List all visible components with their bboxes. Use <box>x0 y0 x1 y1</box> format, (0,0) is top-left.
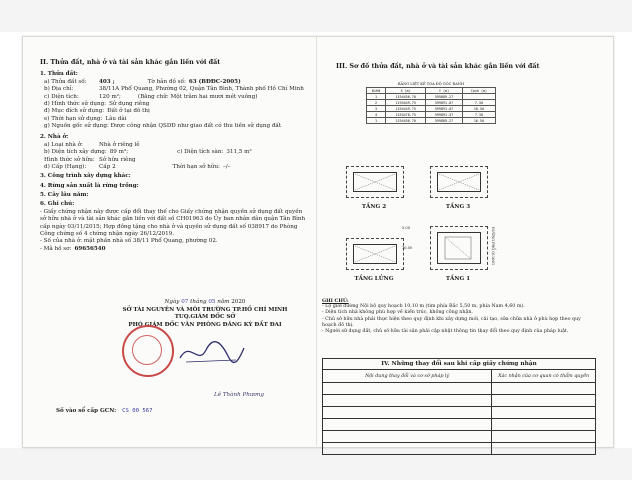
coordinate-header-cell: Cạnh (m) <box>462 88 495 94</box>
parcel-no-label: a) Thửa đất số: <box>44 78 87 85</box>
serial-number: Số vào sổ cấp GCN: CS 00 567 <box>56 408 153 414</box>
changes-col-2: Xác nhận của cơ quan có thẩm quyền <box>492 370 596 383</box>
note-line-4: - Người sử dụng đất, chủ sở hữu tài sản phải cập nhật thông tin thay đổi theo quy định của pháp luật. <box>322 329 569 335</box>
changes-section <box>322 358 596 455</box>
signer-name: Lê Thành Phương <box>214 392 264 398</box>
purpose: Đất ở tại đô thị <box>107 108 150 115</box>
own-term: –/– <box>222 163 231 170</box>
map-sheet: 63 (BĐĐC-2005) <box>188 78 241 85</box>
address: 38/11A Phổ Quang, Phường 02, Quận Tân Bình, Thành phố Hồ Chí Minh <box>99 86 304 93</box>
grade: Cấp 2 <box>99 163 116 170</box>
house-heading: 2. Nhà ở: <box>40 134 69 141</box>
changes-row <box>323 431 596 443</box>
notes-heading: GHI CHÚ: <box>322 298 349 304</box>
coordinate-header-cell: Y (m) <box>426 88 463 94</box>
authority-line-3: PHÓ GIÁM ĐỐC VĂN PHÒNG ĐĂNG KÝ ĐẤT ĐAI <box>128 321 282 328</box>
authority-line-1: SỞ TÀI NGUYÊN VÀ MÔI TRƯỜNG TP.HỒ CHÍ MINH <box>122 306 288 313</box>
coordinate-cell: 1194449.75 <box>386 106 426 112</box>
coordinate-cell: 3 <box>367 106 386 112</box>
section-iii-title: III. Sơ đồ thửa đất, nhà ở và tài sản khác gắn liền với đất <box>336 62 540 70</box>
floor-2-plan <box>346 166 404 198</box>
area-words: (Bằng chữ: Một trăm hai mươi mét vuông) <box>137 93 258 100</box>
coordinate-cell: 4 <box>367 112 386 118</box>
build-area: 89 m²; <box>109 149 129 156</box>
changes-title: IV. Những thay đổi sau khi cấp giấy chứng nhận <box>322 358 596 369</box>
note-text-2: - Số của nhà ở: mặt phần nhà số 38/11 Phổ Quang, phường 02. <box>40 238 218 245</box>
address-label: b) Địa chỉ: <box>44 86 74 93</box>
notes-block <box>322 298 596 335</box>
floor-area-label: c) Diện tích sàn: <box>177 149 224 156</box>
note-line-3: - Chủ sở hữu nhà phải thực hiện theo quy định khi xây dựng mới, cải tạo, sửa chữa nhà ở phù hợp theo quy hoạch đô thị. <box>322 316 581 328</box>
dim-a: 5.00 <box>402 226 411 230</box>
item-3: 3. Công trình xây dựng khác: <box>40 173 131 180</box>
coordinate-table <box>366 82 496 124</box>
mezzanine-plan <box>346 238 404 270</box>
mezzanine-label: TẦNG LỬNG <box>354 276 394 282</box>
changes-row <box>323 443 596 455</box>
coordinate-cell: 1194478.75 <box>386 112 426 118</box>
area: 120 m²; <box>99 93 121 100</box>
floor-3-label: TẦNG 3 <box>445 204 471 210</box>
coordinate-cell: 599891.07 <box>426 100 463 106</box>
origin-label: g) Nguồn gốc sử dụng: <box>44 123 109 130</box>
right-page <box>336 62 594 70</box>
coordinate-cell: 1194449.75 <box>386 100 426 106</box>
case-code-label: - Mã hồ sơ: <box>40 245 72 252</box>
changes-row <box>323 419 596 431</box>
coordinate-cell: 599891.07 <box>426 106 463 112</box>
serial-value: CS 00 567 <box>122 408 153 414</box>
coordinate-cell: 1194456.70 <box>386 118 426 124</box>
origin: Được công nhận QSDĐ như giao đất có thu tiền sử dụng đất <box>110 123 282 130</box>
own-term-label: Thời hạn sở hữu: <box>172 163 220 170</box>
term: Lâu dài <box>105 115 127 122</box>
parcel-no: 403 ; <box>99 78 115 85</box>
note-text: - Giấy chứng nhận này được cấp đổi thay thế cho Giấy chứng nhận quyền sử dụng đất quyền sở hữu nhà ở và tài sản khác gắn liền với đất số CH01963 do Ủy ban nhân dân quận Tân Bình cấp ngày 03/11/2015; Hợp đồng tặng cho nhà ở và quyền sử dụng đất số 038917 do Phòng Công chứng số 4 chứng nhận ngày 26/12/2019. <box>40 208 306 237</box>
case-code: 69656540 <box>74 245 106 252</box>
sign-date: Ngày 07 tháng 05 năm 2020 <box>164 299 246 305</box>
handwritten-signature-icon <box>176 336 246 370</box>
term-label: e) Thời hạn sử dụng: <box>44 115 103 122</box>
coordinate-cell: 1194456.70 <box>386 94 426 100</box>
area-label: c) Diện tích: <box>44 93 79 100</box>
changes-row <box>323 407 596 419</box>
dim-b: 16.50 <box>402 246 413 250</box>
build-area-label: b) Diện tích xây dựng: <box>44 149 107 156</box>
coordinate-cell: 1 <box>367 118 386 124</box>
grade-label: d) Cấp (Hạng): <box>44 163 87 170</box>
coordinate-cell: 599891.57 <box>426 112 463 118</box>
top-frame <box>0 0 632 32</box>
coordinate-row <box>367 118 496 124</box>
floor-1-plan <box>430 226 495 270</box>
coordinate-cell: 599889.27 <box>426 94 463 100</box>
map-sheet-label: Tờ bản đồ số: <box>147 78 186 85</box>
coordinate-cell: 7.30 <box>462 112 495 118</box>
item-5: 5. Cây lâu năm: <box>40 192 89 199</box>
changes-row <box>323 383 596 395</box>
floor-1-label: TẦNG 1 <box>445 276 471 282</box>
own-form: Sở hữu riêng <box>99 156 136 163</box>
changes-col-1: Nội dung thay đổi và cơ sở pháp lý <box>323 370 492 383</box>
coordinate-cell: 16.50 <box>462 118 495 124</box>
use-form: Sử dụng riêng <box>109 100 150 107</box>
coordinate-cell: 16.50 <box>462 106 495 112</box>
coordinate-header-cell: X (m) <box>386 88 426 94</box>
left-page <box>40 58 310 253</box>
authority-line-2: TUQ.GIÁM ĐỐC SỞ <box>174 314 236 321</box>
use-form-label: d) Hình thức sử dụng: <box>44 100 107 107</box>
section-ii-title: II. Thửa đất, nhà ở và tài sản khác gắn liền với đất <box>40 58 221 66</box>
item-6: 6. Ghi chú: <box>40 201 75 208</box>
red-seal-icon <box>122 325 174 377</box>
coordinate-cell: 1 <box>367 94 386 100</box>
purpose-label: đ) Mục đích sử dụng: <box>44 108 105 115</box>
coordinate-caption: BẢNG LIỆT KÊ TỌA ĐỘ GÓC RANH <box>397 82 465 86</box>
coordinate-cell: 7.30 <box>462 100 495 106</box>
item-4: 4. Rừng sản xuất là rừng trồng: <box>40 182 139 189</box>
floor-3-plan <box>430 166 488 198</box>
note-line-2: - Diện tích nhà không phù hợp về kiến trúc, không công nhận. <box>322 310 473 316</box>
changes-table <box>322 369 596 455</box>
page-fold <box>316 36 317 446</box>
floor-area: 311,5 m² <box>226 149 252 156</box>
note-line-1: - Lộ giới đường Nội bộ quy hoạch 10,10 m (tim phía Bắc 5,50 m, phía Nam 4,60 m). <box>322 304 525 310</box>
changes-row <box>323 395 596 407</box>
coordinate-cell: 599889.27 <box>426 118 463 124</box>
house-type-label: a) Loại nhà ở: <box>44 141 83 148</box>
floor-2-label: TẦNG 2 <box>361 204 387 210</box>
coordinate-cell: 2 <box>367 100 386 106</box>
own-form-label: Hình thức sở hữu: <box>44 156 95 163</box>
road-label: ĐƯỜNG PHỔ QUANG <box>491 227 495 265</box>
land-heading: 1. Thửa đất: <box>40 71 78 78</box>
coordinate-header-cell: Điểm <box>367 88 386 94</box>
house-type: Nhà ở riêng lẻ <box>99 141 140 148</box>
coordinate-grid <box>366 87 496 124</box>
